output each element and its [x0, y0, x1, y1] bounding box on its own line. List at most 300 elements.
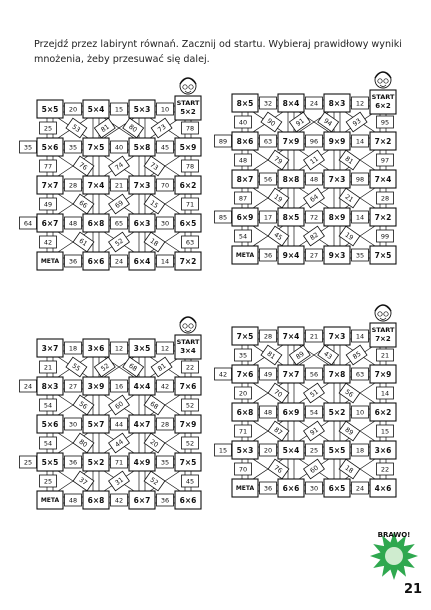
answer-box [111, 217, 128, 229]
answer-box [260, 97, 277, 109]
equation-box [37, 176, 63, 194]
number-label: 28 [263, 332, 273, 341]
equation-box [129, 377, 155, 395]
equation-label: 5×9 [179, 143, 197, 152]
number-label: 35 [355, 251, 365, 260]
number-label: 66 [77, 198, 89, 211]
equation-box [175, 377, 201, 395]
number-label: 11 [308, 154, 320, 167]
number-label: 77 [43, 162, 53, 171]
answer-box [157, 494, 174, 506]
answer-box [235, 387, 252, 399]
equation-box [324, 441, 350, 459]
answer-box [182, 160, 199, 172]
answer-box [306, 330, 323, 342]
equation-label: 8×3 [41, 382, 59, 391]
number-label: 24 [309, 99, 319, 108]
number-label: 31 [113, 475, 125, 488]
answer-box [304, 383, 325, 403]
number-label: 21 [343, 192, 355, 205]
number-label: 76 [272, 463, 284, 476]
answer-box [268, 383, 289, 403]
number-label: 48 [309, 175, 319, 184]
number-label: 48 [238, 156, 248, 165]
number-label: 27 [68, 382, 78, 391]
equation-label: 7×5 [374, 251, 392, 260]
equation-label: 7×3 [328, 175, 346, 184]
number-label: 87 [238, 194, 248, 203]
number-label: 44 [113, 437, 125, 450]
answer-box [268, 421, 289, 441]
equation-box [232, 441, 258, 459]
number-label: 53 [70, 122, 82, 135]
equation-box [232, 94, 258, 112]
answer-box [268, 226, 289, 246]
answer-box [318, 112, 339, 132]
number-label: 73 [156, 122, 168, 135]
answer-box [260, 406, 277, 418]
number-label: 15 [380, 427, 390, 436]
instructions: Przejdź przez labirynt równań. Zacznij od startu. Wybieraj prawidłowy wyniki mnożenia, żeby przesuwać się dalej. [34, 39, 402, 65]
equation-box [232, 327, 258, 345]
number-label: 14 [355, 213, 365, 222]
number-label: 12 [114, 344, 124, 353]
number-label: 65 [114, 219, 124, 228]
answer-box [111, 179, 128, 191]
equation-box [370, 441, 396, 459]
number-label: 21 [43, 363, 53, 372]
answer-box [377, 463, 394, 475]
equation-label: 7×6 [236, 370, 254, 379]
answer-box [215, 368, 232, 380]
answer-box [65, 494, 82, 506]
meta-box [232, 246, 258, 264]
answer-box [289, 345, 310, 365]
equation-box [83, 252, 109, 270]
meta-label: META [40, 497, 60, 504]
equation-box [324, 365, 350, 383]
number-label: 85 [351, 349, 363, 362]
number-label: 70 [272, 387, 284, 400]
number-label: 68 [127, 361, 139, 374]
equation-box [370, 132, 396, 150]
answer-box [109, 395, 130, 415]
number-label: 14 [355, 137, 365, 146]
number-label: 91 [308, 425, 320, 438]
number-label: 24 [355, 484, 365, 493]
answer-box [65, 380, 82, 392]
answer-box [306, 97, 323, 109]
number-label: 35 [23, 143, 33, 152]
number-label: 49 [263, 370, 273, 379]
answer-box [40, 236, 57, 248]
equation-box [370, 365, 396, 383]
answer-box [157, 255, 174, 267]
answer-box [65, 456, 82, 468]
equation-label: 3×6 [374, 446, 392, 455]
start-label: START [176, 99, 200, 107]
equation-box [232, 365, 258, 383]
equation-box [37, 100, 63, 118]
equation-box [278, 246, 304, 264]
start-expression: 6×2 [375, 102, 391, 110]
answer-box [157, 380, 174, 392]
answer-box [306, 368, 323, 380]
answer-box [306, 406, 323, 418]
number-label: 56 [77, 399, 89, 412]
answer-box [20, 217, 37, 229]
number-label: 52 [99, 361, 111, 374]
equation-box [83, 339, 109, 357]
equation-box [175, 453, 201, 471]
number-label: 45 [160, 143, 170, 152]
answer-box [339, 150, 360, 170]
answer-box [73, 194, 94, 214]
answer-box [111, 141, 128, 153]
equation-label: 6×7 [133, 496, 151, 505]
number-label: 36 [68, 458, 78, 467]
equation-label: 7×3 [328, 332, 346, 341]
number-label: 24 [23, 382, 33, 391]
number-label: 87 [272, 425, 284, 438]
answer-box [40, 160, 57, 172]
number-label: 63 [263, 137, 273, 146]
equation-box [324, 170, 350, 188]
start-expression: 7×2 [375, 335, 391, 343]
answer-box [40, 122, 57, 134]
equation-label: 7×9 [282, 137, 300, 146]
answer-box [109, 433, 130, 453]
number-label: 30 [160, 219, 170, 228]
answer-box [73, 395, 94, 415]
equation-label: 7×4 [87, 181, 105, 190]
answer-box [123, 357, 144, 377]
equation-box [37, 214, 63, 232]
answer-box [111, 456, 128, 468]
page-number: 21 [404, 582, 423, 597]
answer-box [157, 141, 174, 153]
answer-box [182, 399, 199, 411]
answer-box [109, 232, 130, 252]
answer-box [40, 437, 57, 449]
number-label: 71 [114, 458, 124, 467]
equation-label: 7×2 [374, 213, 392, 222]
answer-box [65, 141, 82, 153]
number-label: 19 [343, 230, 355, 243]
answer-box [260, 211, 277, 223]
equation-box [37, 377, 63, 395]
answer-box [352, 173, 369, 185]
answer-box [339, 459, 360, 479]
equation-box [37, 138, 63, 156]
equation-box [175, 252, 201, 270]
start-box [175, 78, 201, 120]
equation-label: 3×6 [87, 344, 105, 353]
equation-label: 7×9 [179, 420, 197, 429]
answer-box [268, 150, 289, 170]
meta-label: META [235, 485, 255, 492]
equation-label: 3×9 [87, 382, 105, 391]
number-label: 12 [160, 344, 170, 353]
number-label: 43 [322, 349, 334, 362]
number-label: 15 [114, 105, 124, 114]
answer-box [377, 192, 394, 204]
number-label: 40 [238, 118, 248, 127]
equation-label: 8×7 [236, 175, 254, 184]
start-box [175, 317, 201, 359]
number-label: 18 [148, 236, 160, 249]
equation-box [37, 453, 63, 471]
answer-box [377, 154, 394, 166]
answer-box [111, 380, 128, 392]
equation-box [370, 403, 396, 421]
answer-box [215, 211, 232, 223]
number-label: 25 [43, 477, 53, 486]
number-label: 37 [77, 475, 89, 488]
equation-label: 8×8 [282, 175, 300, 184]
answer-box [260, 173, 277, 185]
number-label: 78 [185, 124, 195, 133]
start-box [370, 72, 396, 114]
answer-box [109, 471, 130, 491]
equation-box [324, 479, 350, 497]
equation-label: 6×4 [133, 257, 151, 266]
answer-box [352, 482, 369, 494]
answer-box [304, 421, 325, 441]
answer-box [40, 198, 57, 210]
number-label: 90 [265, 116, 277, 129]
answer-box [157, 179, 174, 191]
answer-box [268, 459, 289, 479]
number-label: 42 [114, 496, 124, 505]
number-label: 54 [43, 401, 53, 410]
equation-label: 6×6 [282, 484, 300, 493]
number-label: 21 [309, 332, 319, 341]
equation-label: 4×4 [133, 382, 151, 391]
equation-label: 6×5 [328, 484, 346, 493]
number-label: 42 [218, 370, 228, 379]
answer-box [40, 399, 57, 411]
number-label: 15 [218, 446, 228, 455]
answer-box [306, 249, 323, 261]
number-label: 36 [263, 251, 273, 260]
number-label: 56 [309, 370, 319, 379]
answer-box [306, 444, 323, 456]
answer-box [94, 118, 115, 138]
answer-box [352, 135, 369, 147]
answer-box [352, 406, 369, 418]
equation-box [129, 339, 155, 357]
number-label: 18 [68, 344, 78, 353]
answer-box [235, 425, 252, 437]
equation-box [175, 138, 201, 156]
answer-box [94, 357, 115, 377]
equation-box [129, 138, 155, 156]
equation-label: 4×7 [133, 420, 151, 429]
answer-box [157, 456, 174, 468]
answer-box [157, 103, 174, 115]
equation-box [129, 415, 155, 433]
equation-box [324, 132, 350, 150]
equation-box [324, 327, 350, 345]
answer-box [377, 230, 394, 242]
number-label: 94 [322, 116, 334, 129]
equation-box [370, 246, 396, 264]
answer-box [306, 211, 323, 223]
answer-box [377, 387, 394, 399]
number-label: 52 [185, 439, 195, 448]
answer-box [65, 103, 82, 115]
answer-box [111, 103, 128, 115]
answer-box [20, 141, 37, 153]
number-label: 54 [43, 439, 53, 448]
number-label: 71 [238, 427, 248, 436]
equation-label: 8×6 [236, 137, 254, 146]
answer-box [306, 135, 323, 147]
answer-box [157, 342, 174, 354]
answer-box [306, 482, 323, 494]
answer-box [182, 198, 199, 210]
equation-label: 7×5 [179, 458, 197, 467]
number-label: 14 [380, 389, 390, 398]
number-label: 10 [355, 408, 365, 417]
maze-4 [218, 315, 408, 515]
number-label: 63 [355, 370, 365, 379]
equation-box [83, 377, 109, 395]
equation-box [83, 415, 109, 433]
kid-head-icon [375, 305, 391, 321]
number-label: 35 [68, 143, 78, 152]
equation-box [232, 208, 258, 226]
answer-box [377, 349, 394, 361]
number-label: 24 [114, 257, 124, 266]
number-label: 96 [309, 137, 319, 146]
equation-label: 6×8 [87, 496, 105, 505]
number-label: 54 [238, 232, 248, 241]
number-label: 52 [148, 475, 160, 488]
answer-box [111, 255, 128, 267]
number-label: 79 [272, 154, 284, 167]
start-expression: 3×4 [180, 347, 196, 355]
equation-label: 9×4 [282, 251, 300, 260]
answer-box [65, 179, 82, 191]
number-label: 12 [355, 99, 365, 108]
answer-box [306, 173, 323, 185]
number-label: 52 [185, 401, 195, 410]
answer-box [40, 361, 57, 373]
equation-label: 3×5 [133, 344, 151, 353]
maze-1 [23, 88, 213, 288]
meta-box [232, 479, 258, 497]
equation-box [83, 138, 109, 156]
number-label: 89 [343, 425, 355, 438]
number-label: 14 [355, 332, 365, 341]
equation-box [324, 246, 350, 264]
equation-label: 7×2 [179, 257, 197, 266]
equation-box [278, 441, 304, 459]
equation-label: 5×5 [41, 105, 59, 114]
equation-label: 4×6 [374, 484, 392, 493]
number-label: 20 [238, 389, 248, 398]
equation-label: 7×4 [374, 175, 392, 184]
answer-box [144, 156, 165, 176]
number-label: 89 [218, 137, 228, 146]
number-label: 35 [160, 458, 170, 467]
number-label: 80 [127, 122, 139, 135]
answer-box [318, 345, 339, 365]
number-label: 35 [238, 351, 248, 360]
equation-box [278, 94, 304, 112]
answer-box [144, 232, 165, 252]
number-label: 36 [263, 484, 273, 493]
answer-box [235, 192, 252, 204]
equation-box [83, 214, 109, 232]
number-label: 42 [43, 238, 53, 247]
equation-label: 5×5 [328, 446, 346, 455]
equation-label: 6×2 [374, 408, 392, 417]
number-label: 48 [68, 496, 78, 505]
equation-box [37, 339, 63, 357]
answer-box [144, 433, 165, 453]
number-label: 45 [185, 477, 195, 486]
answer-box [144, 395, 165, 415]
equation-box [232, 403, 258, 421]
number-label: 71 [185, 200, 195, 209]
number-label: 20 [68, 105, 78, 114]
equation-box [83, 100, 109, 118]
answer-box [182, 236, 199, 248]
equation-box [232, 170, 258, 188]
equation-label: 3×7 [41, 344, 59, 353]
equation-label: 8×3 [328, 99, 346, 108]
number-label: 36 [160, 496, 170, 505]
number-label: 30 [309, 484, 319, 493]
answer-box [268, 188, 289, 208]
answer-box [377, 425, 394, 437]
answer-box [73, 156, 94, 176]
equation-label: 8×5 [282, 213, 300, 222]
equation-box [83, 176, 109, 194]
number-label: 85 [218, 213, 228, 222]
number-label: 18 [343, 463, 355, 476]
number-label: 20 [263, 446, 273, 455]
equation-label: 4×9 [133, 458, 151, 467]
start-label: START [371, 93, 395, 101]
answer-box [144, 471, 165, 491]
equation-box [129, 491, 155, 509]
equation-label: 6×3 [133, 219, 151, 228]
equation-label: 7×4 [282, 332, 300, 341]
answer-box [304, 226, 325, 246]
equation-box [370, 479, 396, 497]
number-label: 42 [160, 382, 170, 391]
number-label: 78 [185, 162, 195, 171]
equation-label: 7×6 [179, 382, 197, 391]
equation-label: 5×6 [41, 143, 59, 152]
answer-box [377, 116, 394, 128]
equation-label: 5×8 [133, 143, 151, 152]
start-label: START [176, 338, 200, 346]
equation-box [370, 208, 396, 226]
answer-box [144, 194, 165, 214]
answer-box [260, 330, 277, 342]
answer-box [65, 342, 82, 354]
number-label: 36 [68, 257, 78, 266]
equation-box [278, 132, 304, 150]
number-label: 55 [70, 361, 82, 374]
equation-label: 8×5 [236, 99, 254, 108]
start-box [370, 305, 396, 347]
